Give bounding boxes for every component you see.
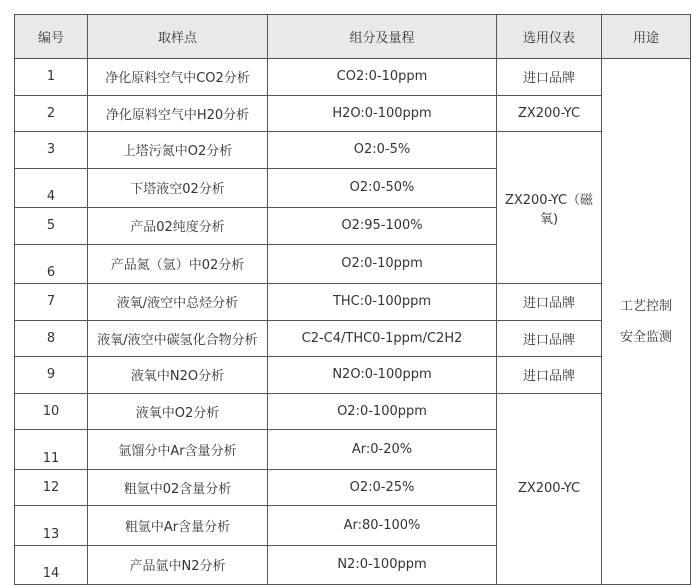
row-number: 12 [15,469,88,506]
component-range: H2O:0-100ppm [268,95,497,132]
table-row [15,132,691,169]
row-number: 4 [15,168,88,208]
header-usage: 用途 [602,15,691,59]
instrument-cell: ZX200-YC [497,95,602,132]
row-number: 9 [15,357,88,394]
component-range: Ar:80-100% [268,506,497,546]
header-instrument: 选用仪表 [497,15,602,59]
sampling-point: 粗氩中Ar含量分析 [88,506,268,546]
row-number: 13 [15,506,88,546]
sampling-point: 上塔污氮中O2分析 [88,132,268,169]
analyzer-table [14,14,691,585]
component-range: O2:0-5% [268,132,497,169]
sampling-point: 产品氩中N2分析 [88,545,268,585]
sampling-point: 产品02纯度分析 [88,208,268,245]
sampling-point: 产品氮（氩）中02分析 [88,244,268,284]
sampling-point: 净化原料空气中H20分析 [88,95,268,132]
sampling-point: 液氧中N2O分析 [88,357,268,394]
component-range: O2:95-100% [268,208,497,245]
usage-cell [602,59,691,585]
sampling-point: 液氧/液空中碳氢化合物分析 [88,320,268,357]
table-row [15,95,691,132]
sampling-point: 粗氩中02含量分析 [88,469,268,506]
row-number: 3 [15,132,88,169]
row-number: 6 [15,244,88,284]
table-row [15,357,691,394]
component-range: O2:0-50% [268,168,497,208]
row-number: 1 [15,59,88,96]
row-number: 7 [15,284,88,321]
header-component-range: 组分及量程 [268,15,497,59]
row-number: 14 [15,545,88,585]
row-number: 10 [15,393,88,430]
instrument-cell: ZX200-YC（磁氧) [497,132,602,284]
table-row [15,320,691,357]
instrument-cell: 进口品牌 [497,284,602,321]
header-row [15,15,691,59]
header-number: 编号 [15,15,88,59]
row-number: 11 [15,430,88,470]
instrument-cell: 进口品牌 [497,357,602,394]
component-range: O2:0-10ppm [268,244,497,284]
table-row [15,393,691,430]
component-range: Ar:0-20% [268,430,497,470]
sampling-point: 氩馏分中Ar含量分析 [88,430,268,470]
component-range: N2O:0-100ppm [268,357,497,394]
component-range: C2-C4/THC0-1ppm/C2H2 [268,320,497,357]
row-number: 8 [15,320,88,357]
row-number: 5 [15,208,88,245]
table-row [15,59,691,96]
sampling-point: 液氧/液空中总烃分析 [88,284,268,321]
component-range: O2:0-25% [268,469,497,506]
header-sampling-point: 取样点 [88,15,268,59]
row-number: 2 [15,95,88,132]
usage-process-control: 工艺控制 [619,298,672,314]
instrument-cell: ZX200-YC [497,393,602,585]
component-range: CO2:0-10ppm [268,59,497,96]
usage-safety-monitoring: 安全监测 [619,329,672,345]
component-range: N2:0-100ppm [268,545,497,585]
component-range: O2:0-100ppm [268,393,497,430]
instrument-cell: 进口品牌 [497,320,602,357]
sampling-point: 净化原料空气中CO2分析 [88,59,268,96]
table-row [15,284,691,321]
component-range: THC:0-100ppm [268,284,497,321]
sampling-point: 下塔液空02分析 [88,168,268,208]
instrument-cell: 进口品牌 [497,59,602,96]
sampling-point: 液氧中O2分析 [88,393,268,430]
